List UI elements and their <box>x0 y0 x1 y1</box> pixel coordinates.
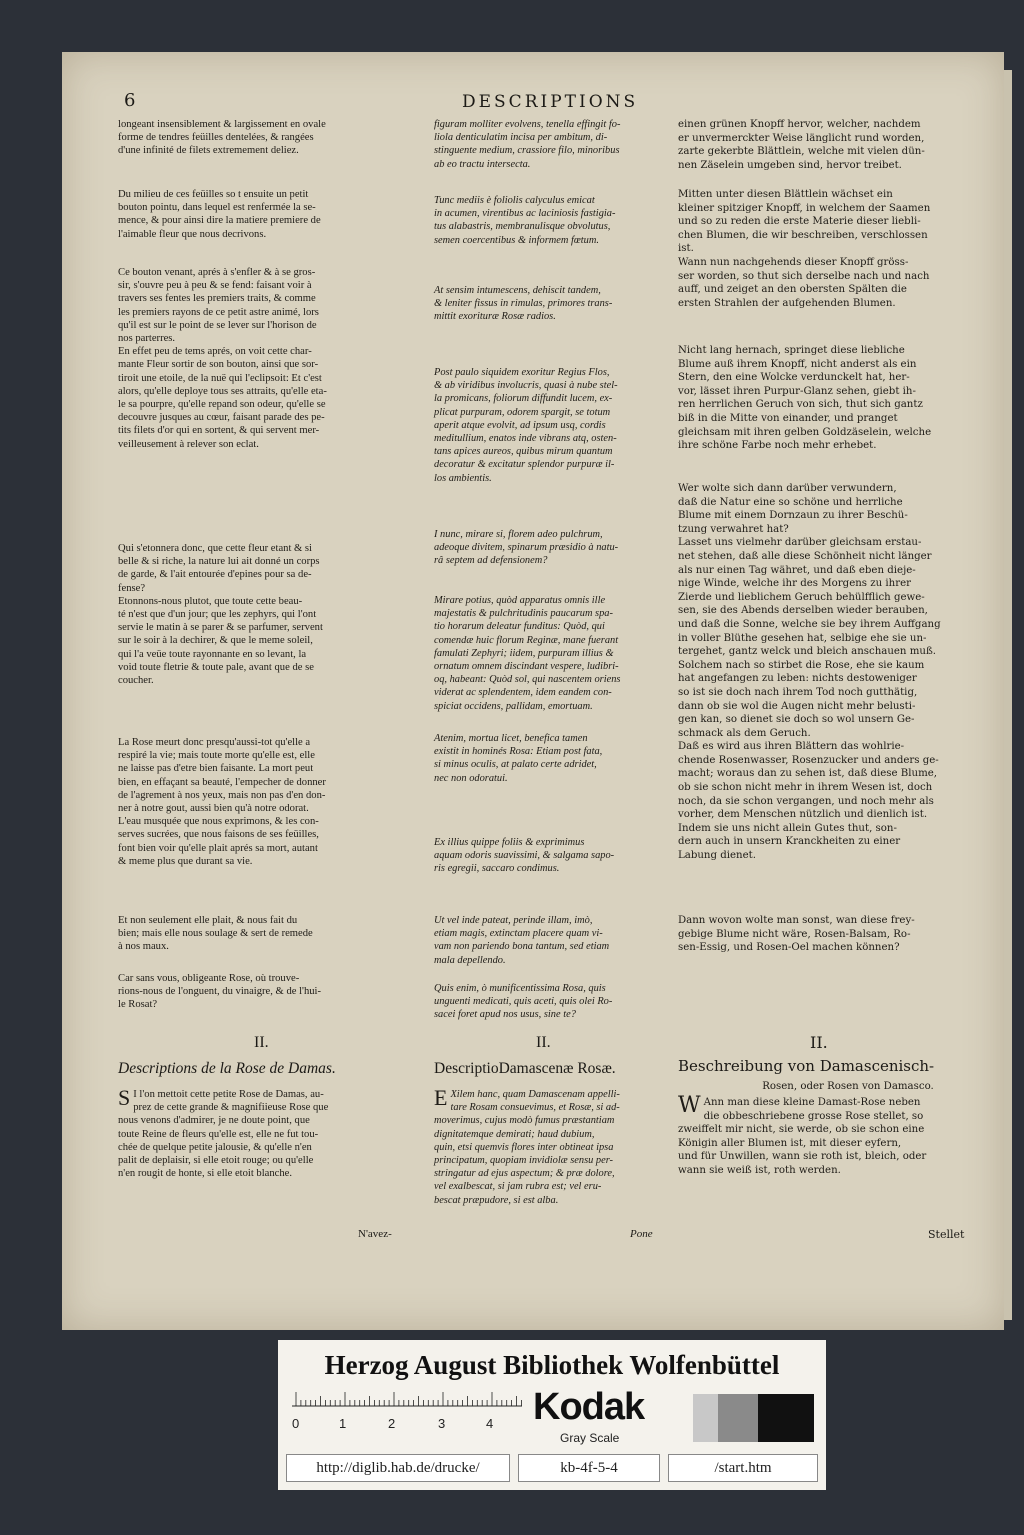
french-paragraph: Et non seulement elle plait, & nous fait du bien; mais elle nous soulage & sert de remede à nos maux. <box>118 915 313 953</box>
drop-cap: E <box>434 1085 448 1110</box>
latin-paragraph: Atenim, mortua licet, benefica tamen existit in hominés Rosa: Etiam post fata, si minus oculis, at palato certe adridet, nec non odoratui. <box>434 733 603 784</box>
german-paragraph: Dann wovon wolte man sonst, wan diese frey- gebige Blume nicht wäre, Rosen-Balsam, Ro- sen-Essig, und Rosen-Oel machen können? <box>678 915 915 954</box>
catchword: N'avez- <box>358 1228 392 1240</box>
latin-paragraph: Ex illius quippe foliis & exprimimus aquam odoris suavissimi, & salgama sapo- ris egregii, saccaro condimus. <box>434 837 615 875</box>
drop-cap: W <box>678 1093 701 1118</box>
ruler-tick-label: 3 <box>438 1416 446 1431</box>
latin-paragraph: Quis enim, ò munificentissima Rosa, quis unguenti medicati, quis aceti, quis olei Ro- sacei foret apud nos usus, sine te? <box>434 983 613 1021</box>
section-numeral: II. <box>536 1034 551 1051</box>
french-paragraph: Du milieu de ces feüilles so t ensuite un petit bouton pointu, dans lequel est renfermée la se- mence, & pour ainsi dire la matiere premiere de l'aimable fleur que nous decrivons. <box>118 189 321 240</box>
german-paragraph: Nicht lang hernach, springet diese liebliche Blume auß ihrem Knopff, nicht anderst als ein Stern, den eine Wolcke verdunckelt hat, her- vor, lässet ihren Purpur-Glanz sehen, giebt ih- ren herrlichen Geruch von sich, thut sich gantz biß in die Mitte von einander, und pranget gleichsam mit ihren gelben Goldzäselein, welche ihre schöne Farbe noch mehr erhebet. <box>678 345 932 452</box>
section-numeral: II. <box>810 1033 828 1052</box>
section-title: Beschreibung von Damascenisch- <box>678 1057 935 1075</box>
catchword: Stellet <box>928 1228 965 1241</box>
section-text-body: Xilem hanc, quam Damascenam appelli- tare Rosam consuevimus, et Rosæ, si ad- moverimus, cujus modò fumus præstantiam dignitatemque demirati; haud dubium, quin, etsi quemvis flores inter obtineat ipsa principatum, quopiam invidiolæ sensu per- stringatur ad ejus aspectum; & præ dolore, vel exalbescat, si jam rubra est; vel eru- bescat præpudore, si est alba. <box>434 1089 620 1206</box>
ruler-tick-label: 4 <box>486 1416 494 1431</box>
latin-paragraph: Ut vel inde pateat, perinde illam, imò, etiam magis, extinctam placere quam vi- vam non pariendo bona tantum, sed etiam mala depellendo. <box>434 915 610 966</box>
url-base: http://diglib.hab.de/drucke/ <box>286 1454 510 1482</box>
french-paragraph: Qui s'etonnera donc, que cette fleur etant & si belle & si riche, la nature lui ait donné un corps de garde, & l'ait entourée d'epines pour sa de- fense? Etonnons-nous plutot, que toute cette beau- té n'est que d'un jour; que les zephyrs, qui l'ont servie le matin à se parer & se parfumer, servent sur le soir à la dechirer, & que le meme soleil, qui l'a veüe toute rayonnante en so levant, la void toute fletrie & toute pale, avant que de se coucher. <box>118 543 323 687</box>
german-paragraph: Mitten unter diesen Blättlein wächset ein kleiner spitziger Knopff, in welchem der Saamen und so zu reden die erste Materie dieser liebli- chen Blumen, die wir beschreiben, verschlossen ist. Wann nun nachgehends dieser Knopff gröss- ser worden, so thut sich derselbe nach und nach auff, und zeiget an den obersten Spälten die ersten Strahlen der aufgehenden Blumen. <box>678 189 931 309</box>
german-paragraph: einen grünen Knopff hervor, welcher, nachdem er unvermerckter Weise länglicht rund worden, zarte gekerbte Blättlein, welche mit vielen dün- nen Zäselein umgeben sind, hervor treibet. <box>678 119 925 171</box>
section-subtitle: Rosen, oder Rosen von Damasco. <box>762 1081 934 1092</box>
french-paragraph: La Rose meurt donc presqu'aussi-tot qu'elle a respiré la vie; mais toute morte qu'elle est, elle ne laisse pas d'etre bien faisante. La mort peut bien, en effaçant sa beauté, l'empecher de donner de l'agrement à nos yeux, mais non pas d'en don- ner à notre gout, aussi bien qu'à notre odorat. L'eau musquée que nous exprimons, & les con- serves sucrées, que nous faisons de ses feüilles, font bien voir qu'elle plait aprés sa mort, autant & meme plus que durant sa vie. <box>118 737 326 867</box>
running-head: DESCRIPTIONS <box>462 92 639 112</box>
library-color-card <box>278 1340 826 1490</box>
section-title: Descriptions de la Rose de Damas. <box>118 1060 336 1077</box>
french-paragraph: Ce bouton venant, aprés à s'enfler & à se gros- sir, s'ouvre peu à peu & se fend: faisant voir à travers ses fentes les premiers traits, & comme les premiers rayons de ce petit astre animé, lors qu'il est sur le point de se lever sur l'horison de nos parterres. En effet peu de tems aprés, on voit cette char- mante Fleur sortir de son bouton, ainsi que sor- tiroit une etoile, de la nuë qui l'eclipsoit: Et c'est alors, qu'elle deploye tous ses attraits, qu'elle eta- le sa pourpre, qu'elle repand son odeur, qu'elle se decouvre jusques au cœur, faisant parade des pe- tits filets d'or qui en sortent, & qui servent mer- veilleusement à relever son eclat. <box>118 267 327 450</box>
library-name: Herzog August Bibliothek Wolfenbüttel <box>324 1350 780 1380</box>
latin-paragraph: Mirare potius, quòd apparatus omnis ille majestatis & pulchritudinis paucarum spa- tio horarum deleatur funditus: Quòd, qui comendæ huic florum Reginæ, mane fuerant famulati Zephyri; iidem, purpuram illius & ornatum omnem discindant vespere, ludibri- oq, habeant: Quòd sol, qui nascentem oriens viderat ac splendentem, idem eandem con- spiciat occidens, pallidam, emortuam. <box>434 595 621 712</box>
section-text-body: I l'on mettoit cette petite Rose de Damas, au- prez de cette grande & magnifiieuse Rose que nous venons d'admirer, je ne doute point, que toute Reine de fleurs qu'elle est, elle ne fut tou- chée de quelque petite jalousie, & qu'elle n'en palit de deplaisir, si elle etoit rouge; ou qu'elle n'en rougit de honte, si elle etoit blanche. <box>118 1089 329 1180</box>
section-text <box>118 1085 404 1180</box>
page-number: 6 <box>124 90 136 111</box>
section-numeral: II. <box>254 1034 269 1051</box>
gray-swatch-dark <box>758 1394 814 1442</box>
book-page <box>62 52 1004 1330</box>
gray-swatch-light <box>693 1394 718 1442</box>
german-paragraph: Wer wolte sich dann darüber verwundern, daß die Natur eine so schöne und herrliche Blume mit einem Dornzaun zu ihrer Beschü- tzung verwahret hat? Lasset uns vielmehr darüber gleichsam erstau- net stehen, daß alle diese Schönheit nicht länger als nur einen Tag währet, und daß eben dieje- nige Winde, welche ihr des Morgens zu ihrer Zierde und lieblichem Geruch behülfflich gewe- sen, sie des Abends derselben wieder berauben, und daß die Sonne, welche sie bey ihrem Auffgang in voller Blüthe gesehen hat, selbige ehe sie un- tergehet, gantz welck und bleich anschauen muß. Solchem nach so stirbet die Rose, ehe sie kaum hat angefangen zu leben: nichts destoweniger so ist sie doch nach ihrem Tod noch gutthätig, dann ob sie wol die Augen nicht mehr belusti- gen kan, so dienet sie doch so wol unsern Ge- schmack als dem Geruch. Daß es wird aus ihren Blättern das wohlrie- chende Rosenwasser, Rosenzucker und anders ge- macht; woraus dan zu sehen ist, daß diese Blume, ob sie schon nicht mehr in ihrem Wesen ist, doch noch, da sie schon vergangen, und noch mehr als vorher, dem Menschen nützlich und dienlich ist. Indem sie uns nicht allein Gutes thut, son- dern auch in unsern Kranckheiten zu einer Labung dienet. <box>678 483 941 862</box>
latin-paragraph: figuram molliter evolvens, tenella effingit fo- liola denticulatim incisa per ambitum, di- stinguente medium, crassiore filo, minoribus ab eo tractu intersecta. <box>434 119 621 170</box>
section-text <box>678 1093 978 1178</box>
url-shelfmark: kb-4f-5-4 <box>518 1454 660 1482</box>
gray-swatch-mid <box>718 1394 758 1442</box>
french-paragraph: Car sans vous, obligeante Rose, où trouve- rions-nous de l'onguent, du vinaigre, & de l'hui- le Rosat? <box>118 973 322 1011</box>
drop-cap: S <box>118 1085 131 1110</box>
ruler-tick-label: 0 <box>292 1416 300 1431</box>
latin-paragraph: I nunc, mirare si, florem adeo pulchrum, adeoque divitem, spinarum præsidio à natu- râ septem ad defensionem? <box>434 529 619 567</box>
kodak-logo: Kodak <box>533 1386 645 1428</box>
section-title: DescriptioDamascenæ Rosæ. <box>434 1060 616 1077</box>
section-text-body: Ann man diese kleine Damast-Rose neben die obbeschriebene grosse Rose stellet, so zweiffelt mir nicht, sie werde, ob sie schon eine Königin aller Blumen ist, mit dieser eyfern, und für Unwillen, wann sie roth ist, bleich, oder wann sie weiß ist, roth werden. <box>678 1097 927 1176</box>
latin-paragraph: Tunc mediis è foliolis calyculus emicat in acumen, virentibus ac laciniosis fastigia- tus alabastris, membranulisque obvolutus, semen coercentibus & informem fœtum. <box>434 195 616 246</box>
catchword: Pone <box>630 1228 653 1240</box>
latin-paragraph: Post paulo siquidem exoritur Regius Flos, & ab viridibus involucris, quasi à nube stel- la promicans, foliorum diffundit lucem, ex- plicat purpuram, odorem spargit, se totum aperit atque evolvit, ad ipsum usq, cordis meditullium, enatos inde vibrans atq, osten- tans apices aureos, quibus mirum quantum decoratur & excitatur splendor purpuræ il- los ambientis. <box>434 367 618 484</box>
gray-scale-label: Gray Scale <box>560 1431 620 1445</box>
ruler-tick-label: 1 <box>339 1416 347 1431</box>
section-text <box>434 1085 666 1207</box>
latin-paragraph: At sensim intumescens, dehiscit tandem, & leniter fissus in rimulas, primores trans- mittit exorituræ Rosæ radios. <box>434 285 613 323</box>
ruler <box>292 1392 522 1432</box>
url-start: /start.htm <box>668 1454 818 1482</box>
ruler-tick-label: 2 <box>388 1416 396 1431</box>
ruler-ticks <box>296 1392 521 1406</box>
french-paragraph: longeant insensiblement & largissement en ovale forme de tendres feüilles dentelées, & rangées d'une infinité de filets extremement deliez. <box>118 119 326 157</box>
